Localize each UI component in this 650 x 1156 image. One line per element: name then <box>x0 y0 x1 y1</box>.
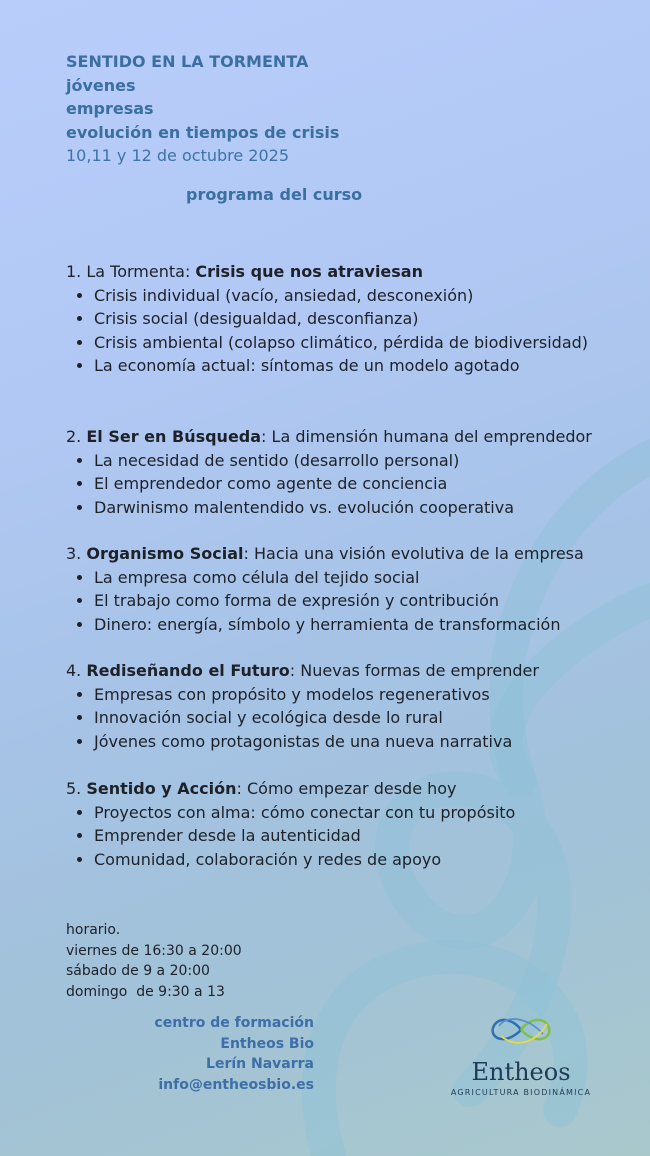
logo-name: Entheos <box>471 1058 571 1086</box>
section-title: Organismo Social <box>86 544 244 563</box>
course-header <box>66 50 339 168</box>
section-items <box>66 284 588 378</box>
section-number: 3. <box>66 544 87 563</box>
section-heading <box>66 777 515 801</box>
section-1 <box>66 260 588 378</box>
schedule <box>66 920 242 1002</box>
section-title: Crisis que nos atraviesan <box>195 262 423 281</box>
infinity-icon <box>485 1008 557 1052</box>
course-subtitle-youth: jóvenes <box>66 75 136 95</box>
section-items <box>66 566 584 637</box>
section-title: Sentido y Acción <box>86 779 237 798</box>
list-item: • Darwinismo malentendido vs. evolución cooperativa <box>94 496 592 520</box>
section-number: 4. <box>66 661 87 680</box>
list-item: • Proyectos con alma: cómo conectar con tu propósito <box>94 801 515 825</box>
list-item: • La necesidad de sentido (desarrollo personal) <box>94 449 592 473</box>
section-subtitle: : Hacia una visión evolutiva de la empresa <box>243 544 584 563</box>
section-items <box>66 801 515 872</box>
section-items <box>66 683 539 754</box>
list-item: • La empresa como célula del tejido social <box>94 566 584 590</box>
center-email-link[interactable]: info@entheosbio.es <box>158 1076 314 1093</box>
section-heading <box>66 260 588 284</box>
section-5 <box>66 777 515 871</box>
section-heading <box>66 542 584 566</box>
list-item: • Comunidad, colaboración y redes de apoyo <box>94 848 515 872</box>
schedule-label: horario. <box>66 922 121 938</box>
section-2 <box>66 425 592 519</box>
course-subtitle-evolution: evolución en tiempos de crisis <box>66 122 340 142</box>
program-title: programa del curso <box>186 185 363 204</box>
logo-tagline: AGRICULTURA BIODINÁMICA <box>450 1088 592 1097</box>
section-number: 1. La Tormenta: <box>66 262 196 281</box>
list-item: • El trabajo como forma de expresión y contribución <box>94 589 584 613</box>
schedule-sunday: domingo de 9:30 a 13 <box>66 983 225 1000</box>
course-title: SENTIDO EN LA TORMENTA <box>66 52 309 71</box>
course-subtitle-companies: empresas <box>66 99 154 118</box>
section-3 <box>66 542 584 636</box>
list-item: • La economía actual: síntomas de un modelo agotado <box>94 354 588 378</box>
list-item: • Emprender desde la autenticidad <box>94 824 515 848</box>
schedule-friday: viernes de 16:30 a 20:00 <box>66 942 242 959</box>
section-number: 2. <box>66 427 87 446</box>
section-items <box>66 449 592 520</box>
schedule-saturday: sábado de 9 a 20:00 <box>66 963 210 979</box>
center-name: Entheos Bio <box>220 1035 314 1052</box>
section-subtitle: : Cómo empezar desde hoy <box>236 779 457 798</box>
section-title: El Ser en Búsqueda <box>86 427 262 446</box>
list-item: • Empresas con propósito y modelos regenerativos <box>94 683 539 707</box>
section-heading <box>66 659 539 683</box>
training-center-info <box>154 1013 314 1095</box>
list-item: • Dinero: energía, símbolo y herramienta de transformación <box>94 613 584 637</box>
list-item: • Innovación social y ecológica desde lo rural <box>94 706 539 730</box>
list-item: • Crisis individual (vacío, ansiedad, desconexión) <box>94 284 588 308</box>
section-subtitle: : Nuevas formas de emprender <box>289 661 539 680</box>
section-number: 5. <box>66 779 87 798</box>
section-subtitle: : La dimensión humana del emprendedor <box>261 427 592 446</box>
course-date: 10,11 y 12 de octubre 2025 <box>66 146 290 165</box>
list-item: • Crisis ambiental (colapso climático, pérdida de biodiversidad) <box>94 331 588 355</box>
center-location: Lerín Navarra <box>206 1056 314 1072</box>
entheos-logo <box>446 1008 596 1097</box>
list-item: • El emprendedor como agente de conciencia <box>94 472 592 496</box>
section-heading <box>66 425 592 449</box>
section-4 <box>66 659 539 753</box>
list-item: • Jóvenes como protagonistas de una nueva narrativa <box>94 730 539 754</box>
section-title: Rediseñando el Futuro <box>86 661 290 680</box>
list-item: • Crisis social (desigualdad, desconfianza) <box>94 307 588 331</box>
center-label: centro de formación <box>154 1015 314 1031</box>
